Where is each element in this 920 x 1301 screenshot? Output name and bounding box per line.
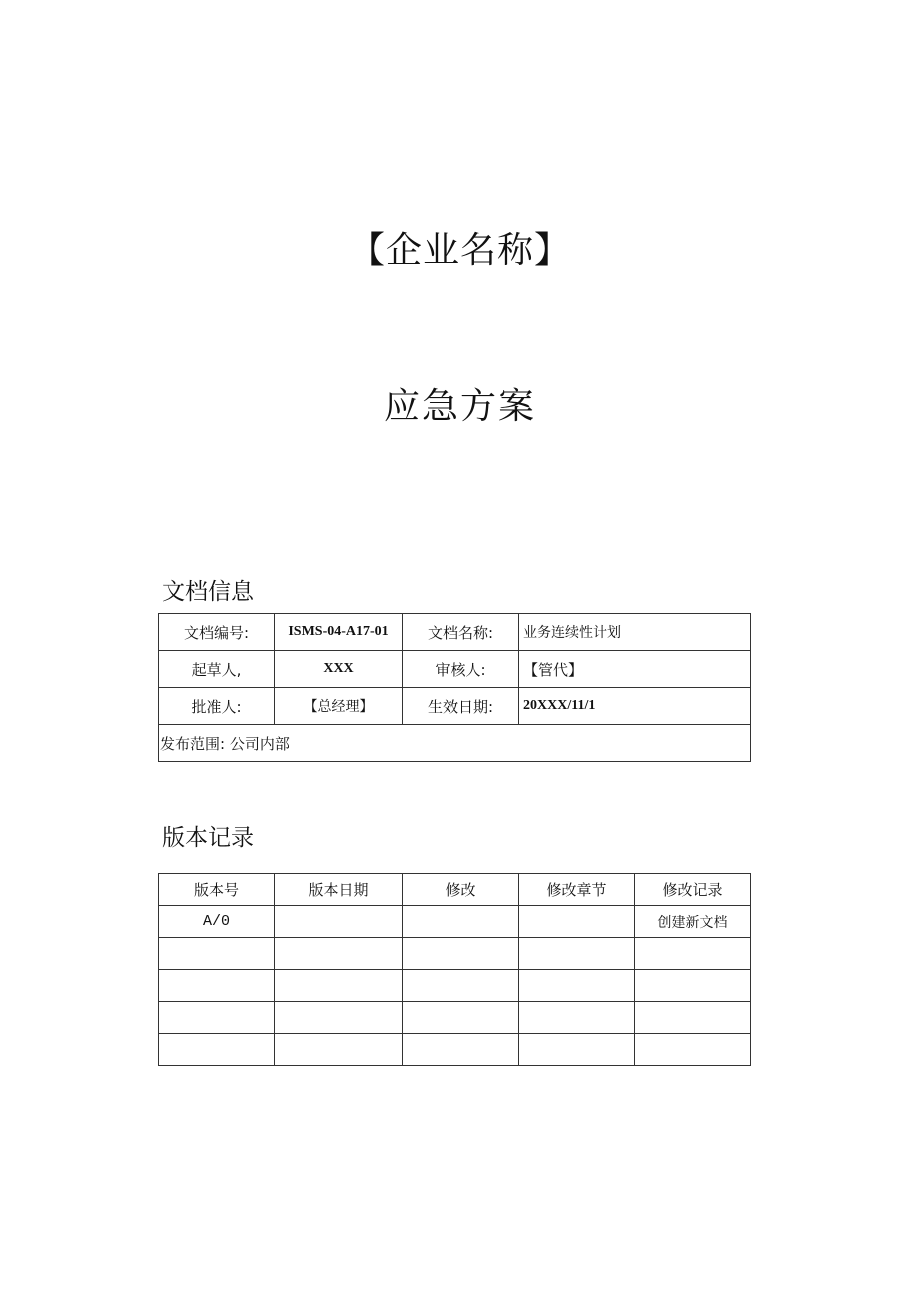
doc-number-value: ISMS-04-A17-01 [275, 614, 403, 651]
table-cell [519, 1002, 635, 1034]
table-cell [403, 938, 519, 970]
doc-number-label: 文档编号: [159, 614, 275, 651]
document-title: 应急方案 [383, 386, 536, 427]
table-row [159, 970, 751, 1002]
table-row [159, 1034, 751, 1066]
table-cell: 创建新文档 [635, 906, 751, 938]
table-row [159, 906, 751, 938]
version-record-table [158, 873, 751, 1066]
company-name: 【企业名称】 [348, 230, 571, 271]
info-row [159, 651, 751, 688]
table-header-row [159, 874, 751, 906]
info-row [159, 688, 751, 725]
table-cell: A/0 [159, 906, 275, 938]
table-cell [519, 906, 635, 938]
table-cell [159, 938, 275, 970]
table-cell [159, 1002, 275, 1034]
doc-name-label: 文档名称: [403, 614, 519, 651]
table-cell [519, 938, 635, 970]
table-cell [275, 1002, 403, 1034]
table-cell [519, 1034, 635, 1066]
table-row [159, 1002, 751, 1034]
column-header: 修改记录 [635, 874, 751, 906]
table-cell [275, 906, 403, 938]
table-cell [275, 1034, 403, 1066]
table-cell [275, 938, 403, 970]
column-header: 修改 [403, 874, 519, 906]
table-cell [159, 1034, 275, 1066]
column-header: 版本日期 [275, 874, 403, 906]
effective-date-label: 生效日期: [403, 688, 519, 725]
table-cell [275, 970, 403, 1002]
reviewer-label: 审核人: [403, 651, 519, 688]
column-header: 修改章节 [519, 874, 635, 906]
table-row [159, 938, 751, 970]
table-cell [159, 970, 275, 1002]
table-cell [403, 970, 519, 1002]
document-info-heading: 文档信息 [162, 579, 254, 605]
doc-name-value: 业务连续性计划 [519, 614, 751, 651]
table-cell [403, 1002, 519, 1034]
table-cell [635, 970, 751, 1002]
info-row [159, 614, 751, 651]
reviewer-value: 【管代】 [519, 651, 751, 688]
effective-date-value: 20XXX/11/1 [519, 688, 751, 725]
approver-value: 【总经理】 [275, 688, 403, 725]
table-cell [403, 906, 519, 938]
table-cell [403, 1034, 519, 1066]
release-scope: 发布范围: 公司内部 [159, 725, 751, 762]
drafter-label: 起草人, [159, 651, 275, 688]
drafter-value: XXX [275, 651, 403, 688]
approver-label: 批准人: [159, 688, 275, 725]
table-cell [519, 970, 635, 1002]
info-row [159, 725, 751, 762]
table-cell [635, 1002, 751, 1034]
table-cell [635, 1034, 751, 1066]
version-record-heading: 版本记录 [162, 825, 254, 851]
table-cell [635, 938, 751, 970]
column-header: 版本号 [159, 874, 275, 906]
document-info-table [158, 613, 751, 762]
